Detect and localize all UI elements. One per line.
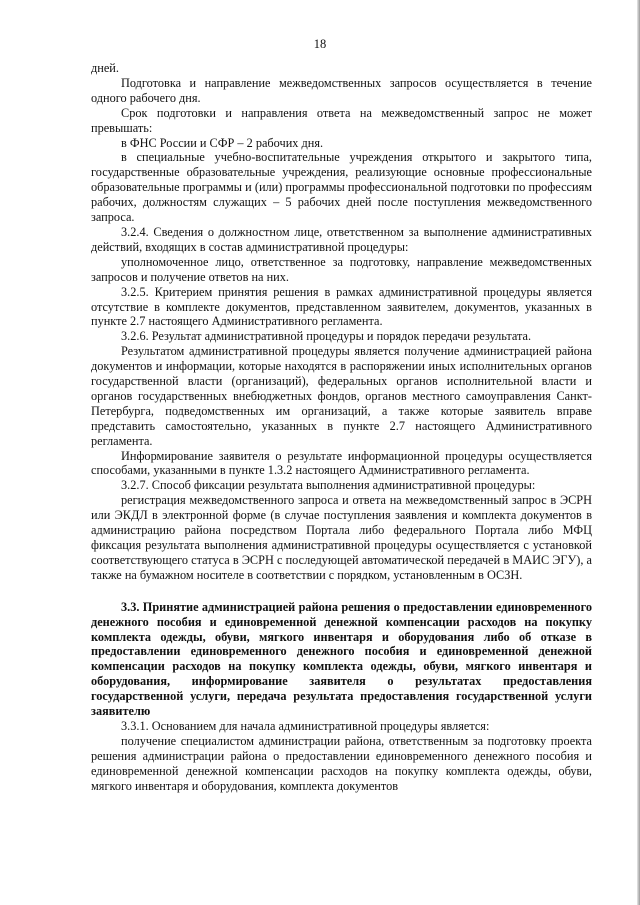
section-heading-text: 3.3. Принятие администрацией района решения о предоставлении единовременного денежного пособия и единовременной денежной компенсации расходов на покупку комплекта одежды, обуви, мягкого инвентаря и оборудования либо об отказе в предоставлении единовременного денежного пособия и единовременной денежной компенсации расходов на покупку комплекта одежды, обуви, мягкого инвентаря и оборудования, информирование заявителя о результатах предоставления государственной услуги, передача результата предоставления государственной услуги заявителю: [91, 599, 592, 719]
paragraph: регистрация межведомственного запроса и ответа на межведомственный запрос в ЭСРН или ЭКДЛ в электронной форме (в случае поступления заявления и комплекта документов в администрацию района посредством Портала либо федерального Портала либо МФЦ фиксация результата выполнения административной процедуры осуществляется с установкой соответствующего статуса в ЭСРН с последующей автоматической передачей в МАИС ЭГУ), а также на бумажном носителе в соответствии с порядком, установленным в ОСЗН.: [91, 493, 592, 582]
document-body: [91, 61, 592, 794]
body-top: [91, 61, 592, 583]
paragraph: уполномоченное лицо, ответственное за подготовку, направление межведомственных запросов и получение ответов на них.: [91, 254, 592, 284]
paragraph: 3.2.5. Критерием принятия решения в рамках административной процедуры является отсутствие в комплекте документов, представленном заявителем, документов, указанных в пункте 2.7 настоящего Административного регламента.: [91, 284, 592, 329]
body-bottom: [91, 719, 592, 794]
paragraph: 3.2.4. Сведения о должностном лице, ответственном за выполнение административных действий, входящих в состав административной процедуры:: [91, 224, 592, 254]
paragraph: получение специалистом администрации района, ответственным за подготовку проекта решения администрации района о предоставлении единовременного денежного пособия и единовременной денежной компенсации расходов на покупку комплекта одежды, обуви, мягкого инвентаря и оборудования, комплекта документов: [91, 733, 592, 793]
paragraph: в ФНС России и СФР – 2 рабочих дня.: [121, 135, 324, 150]
paragraph: Информирование заявителя о результате информационной процедуры осуществляется способами, указанными в пункте 1.3.2 настоящего Административного регламента.: [91, 448, 592, 478]
paragraph: дней.: [91, 61, 119, 75]
paragraph: Подготовка и направление межведомственных запросов осуществляется в течение одного рабочего дня.: [91, 75, 592, 105]
paragraph: 3.3.1. Основанием для начала административной процедуры является:: [121, 718, 490, 733]
paragraph: Результатом административной процедуры является получение администрацией района документов и информации, которые находятся в распоряжении иных исполнительных органов государственной власти (организаций), федеральных органов исполнительной власти и органов государственных внебюджетных фондов, органов местного самоуправления Санкт-Петербурга, подведомственных им организаций, а также которые заявитель вправе представить самостоятельно, указанных в пункте 2.7 настоящего Административного регламента.: [91, 344, 592, 448]
paragraph: Срок подготовки и направления ответа на межведомственный запрос не может превышать:: [91, 105, 592, 135]
paragraph: 3.2.7. Способ фиксации результата выполнения административной процедуры:: [121, 478, 536, 493]
section-gap: [91, 583, 592, 600]
paragraph: 3.2.6. Результат административной процедуры и порядок передачи результата.: [121, 329, 532, 344]
page-number: 18: [313, 37, 327, 51]
paragraph: в специальные учебно-воспитательные учреждения открытого и закрытого типа, государственные образовательные учреждения, реализующие основные профессиональные образовательные программы и (или) программы профессиональной подготовки по профессиям рабочих, должностям служащих – 5 рабочих дней после поступления межведомственного запроса.: [91, 150, 592, 225]
section-heading: [91, 600, 592, 719]
